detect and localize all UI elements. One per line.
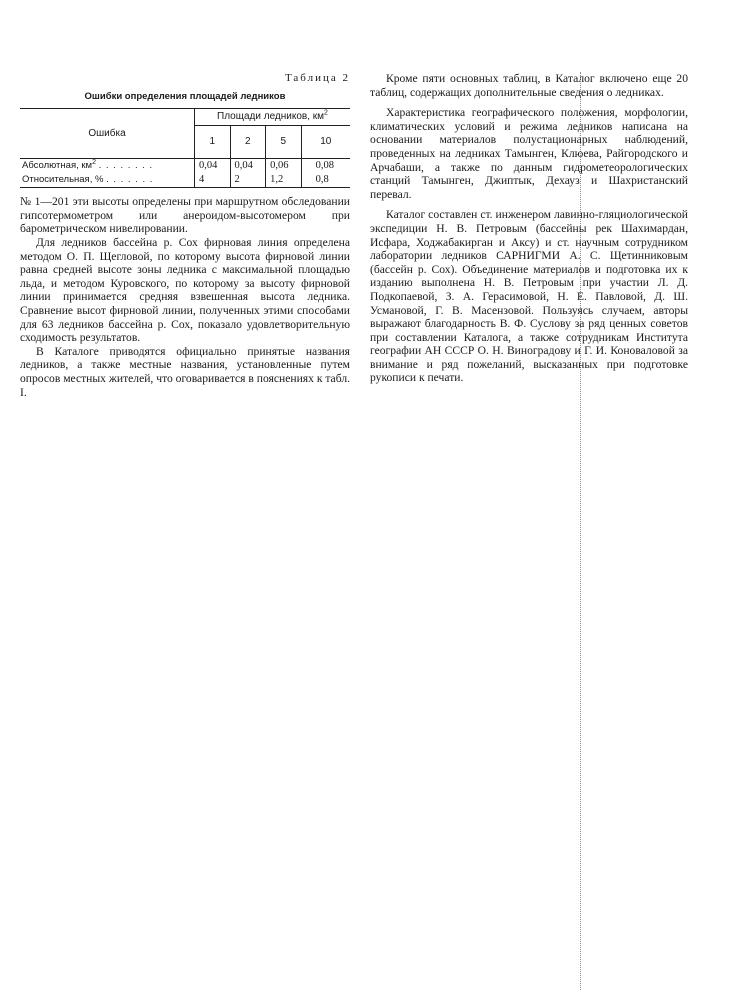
table-row xyxy=(20,159,350,174)
table-row xyxy=(20,173,350,188)
table-cell: 0,08 xyxy=(315,160,334,172)
errors-table xyxy=(20,108,350,188)
table-column-header: 2 xyxy=(230,126,266,159)
paragraph: Для ледников бассейна р. Сох фирновая линия определена методом О. П. Щегловой, по которому высота фирновой линии равна средней высоте зоны ледника с максимальной площадью льда, и методом Куровского, по которому за высоту фирновой линии принимается средняя взвешенная высота ледника. Сравнение высот фирновой линии, полученных этими способами для 63 ледников бассейна р. Сох, показало удовлетворительную сходимость результатов. xyxy=(20,235,350,345)
table-column-header: 5 xyxy=(266,126,302,159)
paragraph: № 1—201 эти высоты определены при маршрутном обследовании гипсотермометром или анероидом-высотомером при барометрическом нивелировании. xyxy=(20,195,350,236)
table-header-error: Ошибка xyxy=(20,109,195,159)
table-header-areas: Площади ледников, $км^2$ xyxy=(195,109,351,126)
paragraph: Характеристика географического положения, морфологии, климатических условий и режима ледников написана на основании материалов полустационарных наблюдений, проведенных на ледниках Тамынген, Клюева, Райгородского и Арчабаши, а также по данным гидрометеорологических станций Тамынген, Джиптык, Дехауз и Шахристанский перевал. xyxy=(370,106,688,201)
table-cell: 0,04 xyxy=(230,159,266,174)
table-cell: 0,06 xyxy=(266,159,302,174)
table-column-header: 1 xyxy=(195,126,231,159)
paragraph: Кроме пяти основных таблиц, в Каталог включено еще 20 таблиц, содержащих дополнительные сведения о ледниках. xyxy=(370,72,688,99)
right-column xyxy=(370,72,688,385)
table-label: Таблица 2 xyxy=(284,72,350,84)
table-row-label: Относительная, % . . . . . . . xyxy=(20,173,195,188)
table-column-header: 10 xyxy=(301,126,350,159)
table-row-label: Абсолютная, $км^2$ . . . . . . . . xyxy=(20,159,195,174)
paragraph: Каталог составлен ст. инженером лавинно-гляциологической экспедиции Н. В. Петровым (бассейны рек Шахимардан, Исфара, Ходжабакирган и Аксу) и ст. научным сотрудником лаборатории ледников САРНИГМИ А. С. Щетинниковым (бассейн р. Сох). Объединение материалов и подготовка их к изданию выполнена Н. В. Петровым при участии Л. Д. Подкопаевой, З. А. Герасимовой, Н. Е. Павловой, Д. Ш. Усмановой, Г. В. Масензовой. Пользуясь случаем, авторы выражают благодарность В. Ф. Суслову за ряд ценных советов при составлении Каталога, а также сотрудникам Института географии АН СССР О. Н. Виноградову и Г. И. Коноваловой за внимание и ряд пожеланий, высказанных при подготовке рукописи к печати. xyxy=(370,208,688,385)
table-cell: 0,04 xyxy=(195,159,231,174)
table-cell: 2 xyxy=(230,173,266,188)
table-cell: 4 xyxy=(195,173,231,188)
left-column xyxy=(20,72,350,399)
paragraph: В Каталоге приводятся официально принятые названия ледников, а также местные названия, установленные путем опросов местных жителей, что оговаривается в пояснениях к табл. I. xyxy=(20,344,350,399)
table-cell: 0,8 xyxy=(301,173,350,188)
table-cell: 1,2 xyxy=(266,173,302,188)
table-title: Ошибки определения площадей ледников xyxy=(84,90,286,102)
